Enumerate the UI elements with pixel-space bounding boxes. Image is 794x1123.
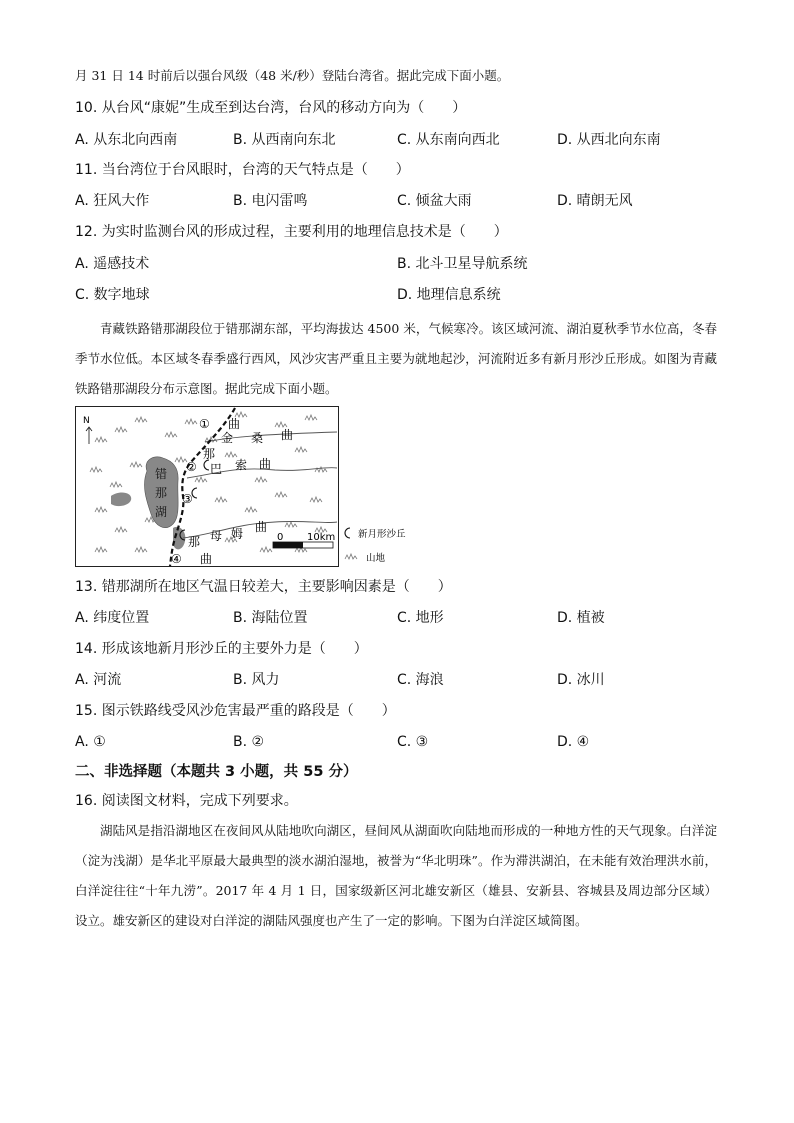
section-2-heading: 二、非选择题（本题共 3 小题，共 55 分） [75,764,358,780]
scale-zero: 0 [277,532,284,543]
marker-3: ③ [182,492,193,506]
river3-label-1: 曲 [255,520,268,534]
q14-option-b[interactable]: B. 风力 [233,672,280,688]
north-label: N [83,416,90,426]
q13-option-d[interactable]: D. 植被 [557,610,605,626]
question-12: 12. 为实时监测台风的形成过程，主要利用的地理信息技术是（ ） [75,224,508,240]
river2-label-1: 那 [203,447,216,461]
q10-option-a[interactable]: A. 从东北向西南 [75,132,178,148]
q12-option-d[interactable]: D. 地理信息系统 [397,287,501,303]
q14-option-c[interactable]: C. 海浪 [397,672,444,688]
q15-option-b[interactable]: B. ② [233,734,265,750]
river3-label-5: 曲 [200,552,213,566]
legend-mountain-icon [345,554,357,559]
river1-label-4: 曲 [281,428,294,442]
q15-option-a[interactable]: A. ① [75,734,106,750]
legend-mountain-label: 山地 [366,553,386,564]
river2-label-4: 曲 [259,457,272,471]
river1-label-3: 桑 [251,431,264,445]
q12-option-a[interactable]: A. 遥感技术 [75,256,150,272]
q14-option-d[interactable]: D. 冰川 [557,672,605,688]
river3-label-4: 姆 [231,527,244,541]
passage-cuona-lake: 青藏铁路错那湖段位于错那湖东部，平均海拔达 4500 米，气候寒冷。该区域河流、湖泊夏秋季节水位高，冬春季节水位低。本区域冬春季盛行西风，风沙灾害严重且主要为就地起沙，河流附近多有新月形沙丘形成。如图为青藏铁路错那湖段分布示意图。据此完成下面小题。 [75,321,717,396]
q11-option-d[interactable]: D. 晴朗无风 [557,193,633,209]
cuona-lake-map [75,406,425,571]
passage-baiyangdian: 湖陆风是指沿湖地区在夜间风从陆地吹向湖区，昼间风从湖面吹向陆地而形成的一种地方性的天气现象。白洋淀（淀为浅湖）是华北平原最大最典型的淡水湖泊湿地，被誉为“华北明珠”。作为滞洪湖泊，在未能有效治理洪水前，白洋淀往往“十年九涝”。2017 年 4 月 1 日，国家级新区河北雄安新区（雄县、安新县、容城县及周边部分区域）设立。雄安新区的建设对白洋淀的湖陆风强度也产生了一定的影响。下图为白洋淀区域简图。 [75,823,717,928]
question-16: 16. 阅读图文材料，完成下列要求。 [75,793,298,809]
q10-option-c[interactable]: C. 从东南向西北 [397,132,500,148]
q13-option-c[interactable]: C. 地形 [397,610,444,626]
intro-tail: 月 31 日 14 时前后以强台风级（48 米/秒）登陆台湾省。据此完成下面小题。 [75,68,510,83]
legend-dune-label: 新月形沙丘 [358,529,406,540]
river1-label-2: 金 [221,431,234,445]
marker-2: ② [186,460,197,474]
question-13: 13. 错那湖所在地区气温日较差大，主要影响因素是（ ） [75,579,452,595]
q13-option-a[interactable]: A. 纬度位置 [75,610,150,626]
q14-option-a[interactable]: A. 河流 [75,672,122,688]
marker-4: ④ [171,552,182,566]
scale-km: 10km [307,532,336,543]
river3-label-2: 那 [188,535,201,549]
river2-label-3: 索 [235,458,248,472]
q12-option-c[interactable]: C. 数字地球 [75,287,150,303]
question-14: 14. 形成该地新月形沙丘的主要外力是（ ） [75,641,368,657]
q11-option-b[interactable]: B. 电闪雷鸣 [233,193,308,209]
marker-1: ① [199,417,210,431]
q11-option-a[interactable]: A. 狂风大作 [75,193,150,209]
river3-label-3: 母 [210,529,223,543]
q15-option-c[interactable]: C. ③ [397,734,429,750]
question-11: 11. 当台湾位于台风眼时，台湾的天气特点是（ ） [75,162,410,178]
q10-option-d[interactable]: D. 从西北向东南 [557,132,661,148]
legend-dune-icon [345,528,350,538]
q11-option-c[interactable]: C. 倾盆大雨 [397,193,472,209]
q12-option-b[interactable]: B. 北斗卫星导航系统 [397,256,528,272]
question-15: 15. 图示铁路线受风沙危害最严重的路段是（ ） [75,703,396,719]
question-10: 10. 从台风“康妮”生成至到达台湾，台风的移动方向为（ ） [75,100,467,116]
q13-option-b[interactable]: B. 海陆位置 [233,610,308,626]
lake-label-1: 错 [155,467,168,481]
lake-label-3: 湖 [155,505,168,519]
lake-label-2: 那 [155,486,168,500]
q15-option-d[interactable]: D. ④ [557,734,590,750]
river1-label-1: 曲 [228,417,241,431]
q10-option-b[interactable]: B. 从西南向东北 [233,132,336,148]
river2-label-2: 巴 [210,462,223,476]
